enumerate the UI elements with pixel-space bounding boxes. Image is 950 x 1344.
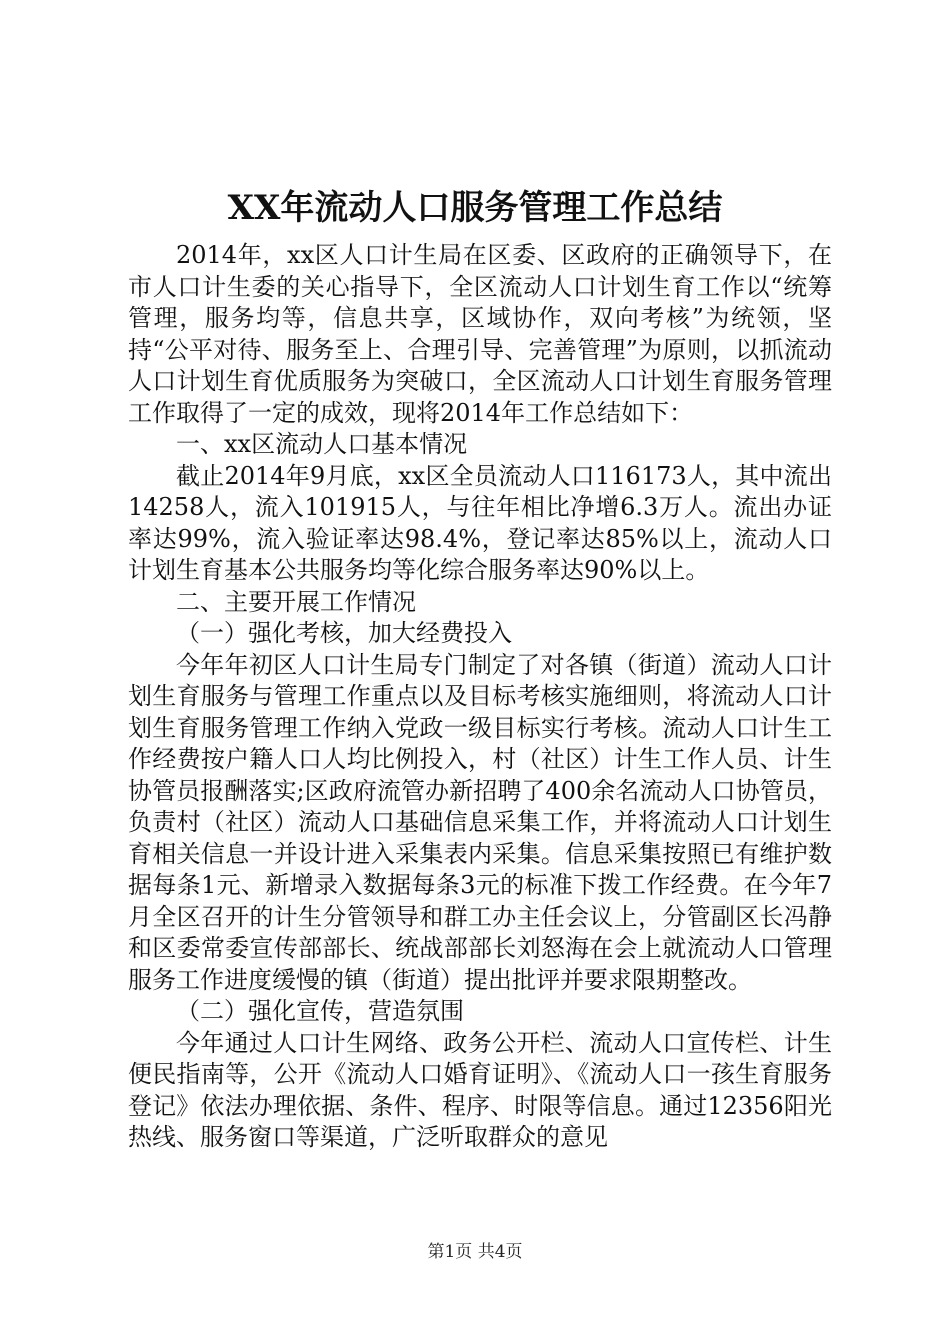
section-heading-2: 二、主要开展工作情况 <box>176 587 416 616</box>
paragraph-basic-situation: 截止2014年9月底，xx区全员流动人口116173人，其中流出14258人，流入101915人，与往年相比净增6.3万人。流出办证率达99%，流入验证率达98.4%，登记率达85%以上，流动人口计划生育基本公共服务均等化综合服务率达90%以上。 <box>128 461 832 584</box>
paragraph-publicity: 今年通过人口计生网络、政务公开栏、流动人口宣传栏、计生便民指南等，公开《流动人口婚育证明》、《流动人口一孩生育服务登记》依法办理依据、条件、程序、时限等信息。通过12356阳光热线、服务窗口等渠道，广泛听取群众的意见 <box>128 1028 832 1151</box>
paragraph-assessment-funding: 今年年初区人口计生局专门制定了对各镇（街道）流动人口计划生育服务与管理工作重点以及目标考核实施细则，将流动人口计划生育服务管理工作纳入党政一级目标实行考核。流动人口计生工作经费按户籍人口人均比例投入，村（社区）计生工作人员、计生协管员报酬落实;区政府流管办新招聘了400余名流动人口协管员，负责村（社区）流动人口基础信息采集工作，并将流动人口计划生育相关信息一并设计进入采集表内采集。信息采集按照已有维护数据每条1元、新增录入数据每条3元的标准下拨工作经费。在今年7月全区召开的计生分管领导和群工办主任会议上，分管副区长冯静和区委常委宣传部部长、统战部部长刘怒海在会上就流动人口管理服务工作进度缓慢的镇（街道）提出批评并要求限期整改。 <box>128 650 832 994</box>
page-footer: 第1页 共4页 <box>427 1242 523 1262</box>
paragraph-intro: 2014年，xx区人口计生局在区委、区政府的正确领导下，在市人口计生委的关心指导下，全区流动人口计划生育工作以“统筹管理，服务均等，信息共享，区域协作，双向考核”为统领，坚持“公平对待、服务至上、合理引导、完善管理”为原则，以抓流动人口计划生育优质服务为突破口，全区流动人口计划生育服务管理工作取得了一定的成效，现将2014年工作总结如下： <box>128 241 832 427</box>
document-body <box>128 240 832 1154</box>
document-title: XX年流动人口服务管理工作总结 <box>227 188 723 228</box>
subsection-heading-1: （一）强化考核，加大经费投入 <box>176 619 512 647</box>
subsection-heading-2: （二）强化宣传，营造氛围 <box>176 997 464 1025</box>
section-heading-1: 一、xx区流动人口基本情况 <box>176 430 468 458</box>
